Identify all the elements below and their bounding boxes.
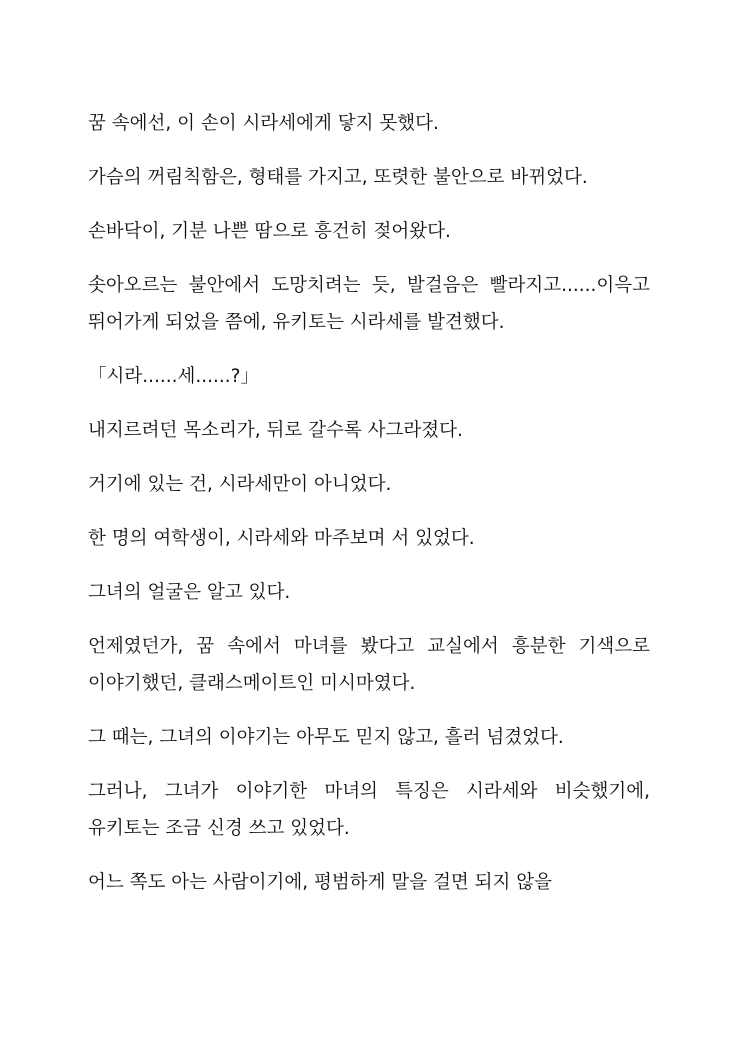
paragraph: 그 때는, 그녀의 이야기는 아무도 믿지 않고, 흘러 넘겼었다. (88, 727, 564, 748)
dialogue-line: 「시라......세......?」 (88, 366, 259, 387)
paragraph: 어느 쪽도 아는 사람이기에, 평범하게 말을 걸면 되지 않을 (88, 872, 552, 893)
paragraph: 가슴의 꺼림칙함은, 형태를 가지고, 또렷한 불안으로 바뀌었다. (88, 167, 588, 188)
paragraph: 그녀의 얼굴은 알고 있다. (88, 582, 291, 603)
paragraph: 그러나, 그녀가 이야기한 마녀의 특징은 시라세와 비슷했기에, 유키토는 조금 신경 쓰고 있었다. (88, 781, 650, 839)
paragraph: 언제였던가, 꿈 속에서 마녀를 봤다고 교실에서 흥분한 기색으로 이야기했던, 클래스메이트인 미시마였다. (88, 636, 650, 694)
paragraph: 꿈 속에선, 이 손이 시라세에게 닿지 못했다. (88, 113, 439, 134)
paragraph: 한 명의 여학생이, 시라세와 마주보며 서 있었다. (88, 528, 475, 549)
paragraph: 거기에 있는 건, 시라세만이 아니었다. (88, 474, 392, 495)
body-text (88, 105, 650, 918)
paragraph: 솟아오르는 불안에서 도망치려는 듯, 발걸음은 빨라지고......이윽고 뛰어가게 되었을 쯤에, 유키토는 시라세를 발견했다. (88, 275, 650, 333)
paragraph: 내지르려던 목소리가, 뒤로 갈수록 사그라졌다. (88, 420, 463, 441)
paragraph: 손바닥이, 기분 나쁜 땀으로 흥건히 젖어왔다. (88, 221, 451, 242)
